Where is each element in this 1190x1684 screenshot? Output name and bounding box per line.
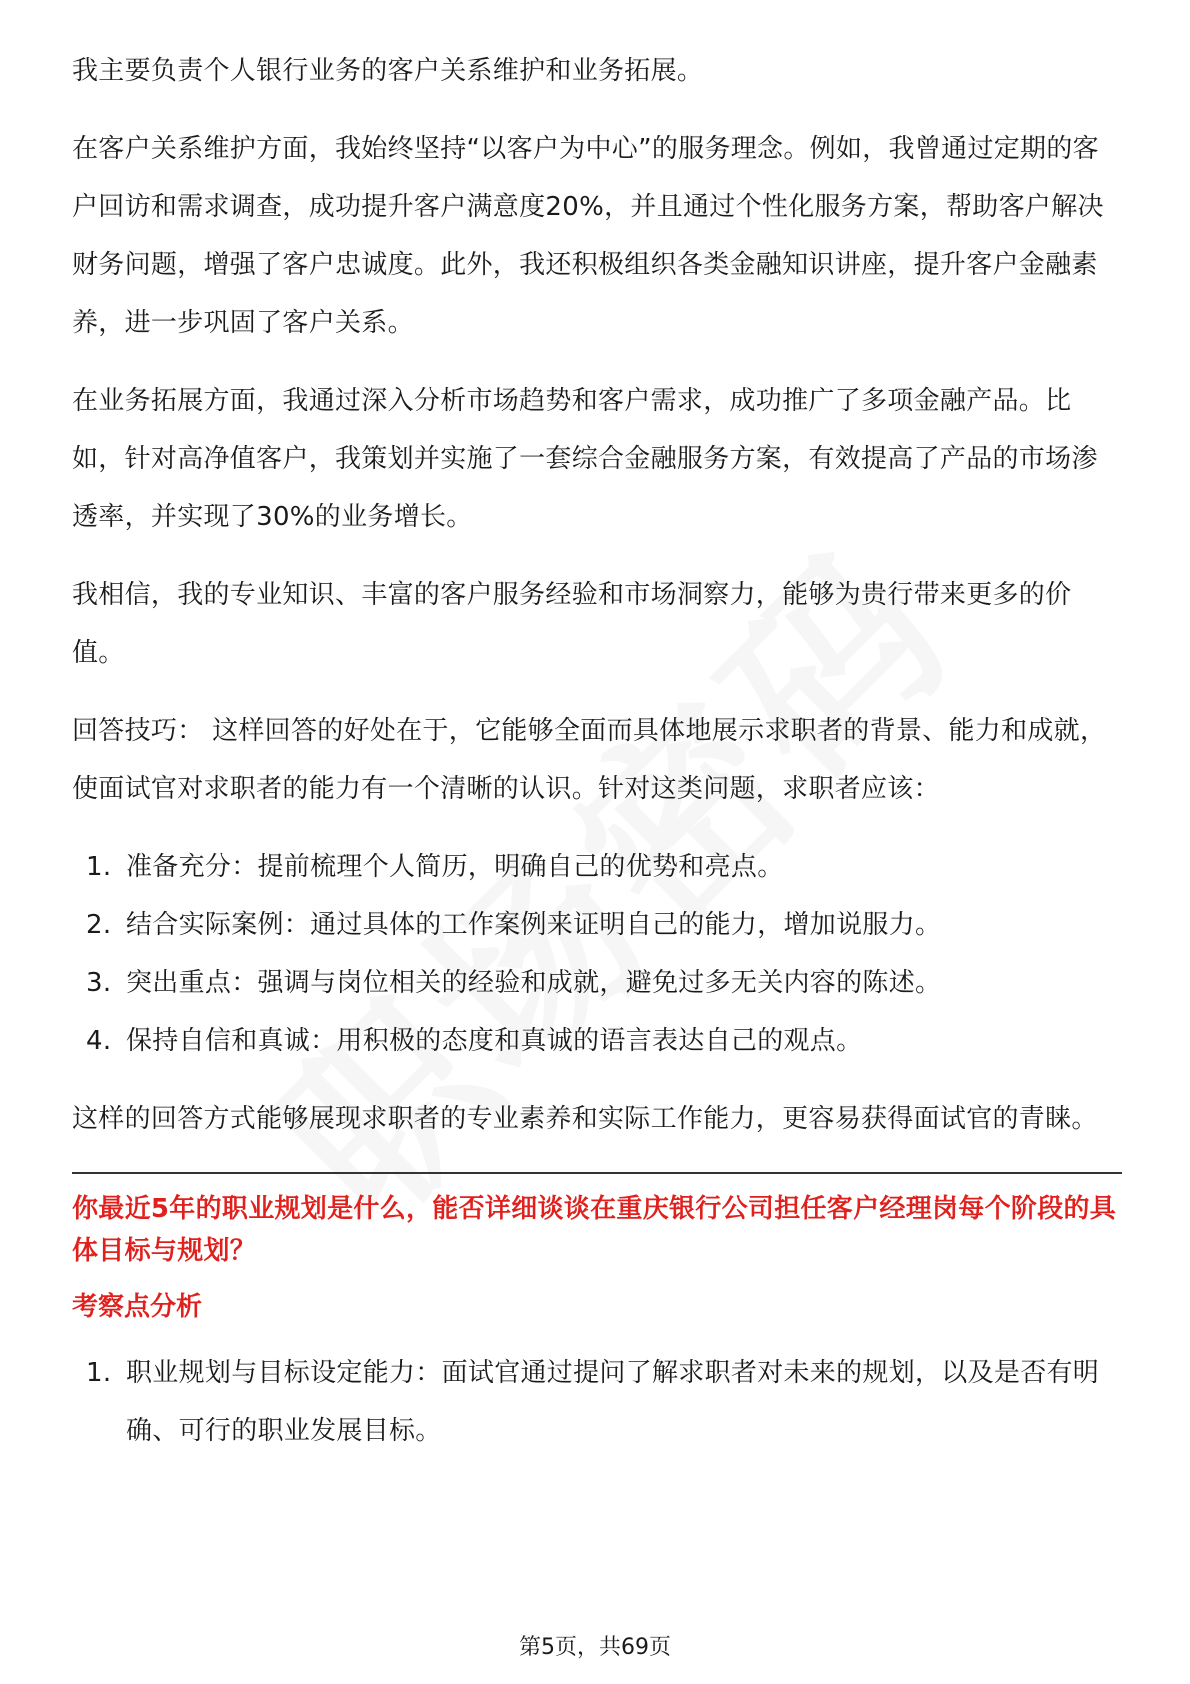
question-heading: 你最近5年的职业规划是什么，能否详细谈谈在重庆银行公司担任客户经理岗每个阶段的具体目标与规划？ <box>72 1194 1117 1266</box>
list-item-text: 结合实际案例：通过具体的工作案例来证明自己的能力，增加说服力。 <box>126 910 942 940</box>
list-item-text: 突出重点：强调与岗位相关的经验和成就，避免过多无关内容的陈述。 <box>126 968 942 998</box>
answer-tips-paragraph: 回答技巧： 这样回答的好处在于，它能够全面而具体地展示求职者的背景、能力和成就，使面试官对求职者的能力有一个清晰的认识。针对这类问题，求职者应该： <box>72 716 1107 804</box>
list-item <box>72 1344 1122 1460</box>
closing-paragraph: 这样的回答方式能够展现求职者的专业素养和实际工作能力，更容易获得面试官的青睐。 <box>72 1104 1098 1134</box>
analysis-list <box>72 1344 1122 1460</box>
page-content <box>72 42 1122 1480</box>
list-item-number: 1. <box>86 1358 112 1388</box>
list-item-number: 1. <box>86 852 112 882</box>
analysis-heading: 考察点分析 <box>72 1292 203 1322</box>
list-item-number: 3. <box>86 968 112 998</box>
tips-list <box>72 838 1122 1070</box>
list-item-number: 4. <box>86 1026 112 1056</box>
section-divider <box>72 1172 1122 1174</box>
answer-paragraph-1: 我主要负责个人银行业务的客户关系维护和业务拓展。 <box>72 56 704 86</box>
answer-paragraph-3: 在业务拓展方面，我通过深入分析市场趋势和客户需求，成功推广了多项金融产品。比如，针对高净值客户，我策划并实施了一套综合金融服务方案，有效提高了产品的市场渗透率，并实现了30%的业务增长。 <box>72 386 1098 532</box>
list-item <box>72 1012 1122 1070</box>
answer-paragraph-2: 在客户关系维护方面，我始终坚持“以客户为中心”的服务理念。例如，我曾通过定期的客户回访和需求调查，成功提升客户满意度20%，并且通过个性化服务方案，帮助客户解决财务问题，增强了客户忠诚度。此外，我还积极组织各类金融知识讲座，提升客户金融素养，进一步巩固了客户关系。 <box>72 134 1104 338</box>
list-item <box>72 896 1122 954</box>
list-item <box>72 954 1122 1012</box>
list-item-text: 准备充分：提前梳理个人简历，明确自己的优势和亮点。 <box>126 852 784 882</box>
page-number-footer: 第5页，共69页 <box>519 1635 671 1660</box>
answer-paragraph-4: 我相信，我的专业知识、丰富的客户服务经验和市场洞察力，能够为贵行带来更多的价值。 <box>72 580 1072 668</box>
list-item-number: 2. <box>86 910 112 940</box>
list-item <box>72 838 1122 896</box>
list-item-text: 职业规划与目标设定能力：面试官通过提问了解求职者对未来的规划，以及是否有明确、可行的职业发展目标。 <box>126 1358 1100 1446</box>
list-item-text: 保持自信和真诚：用积极的态度和真诚的语言表达自己的观点。 <box>126 1026 863 1056</box>
